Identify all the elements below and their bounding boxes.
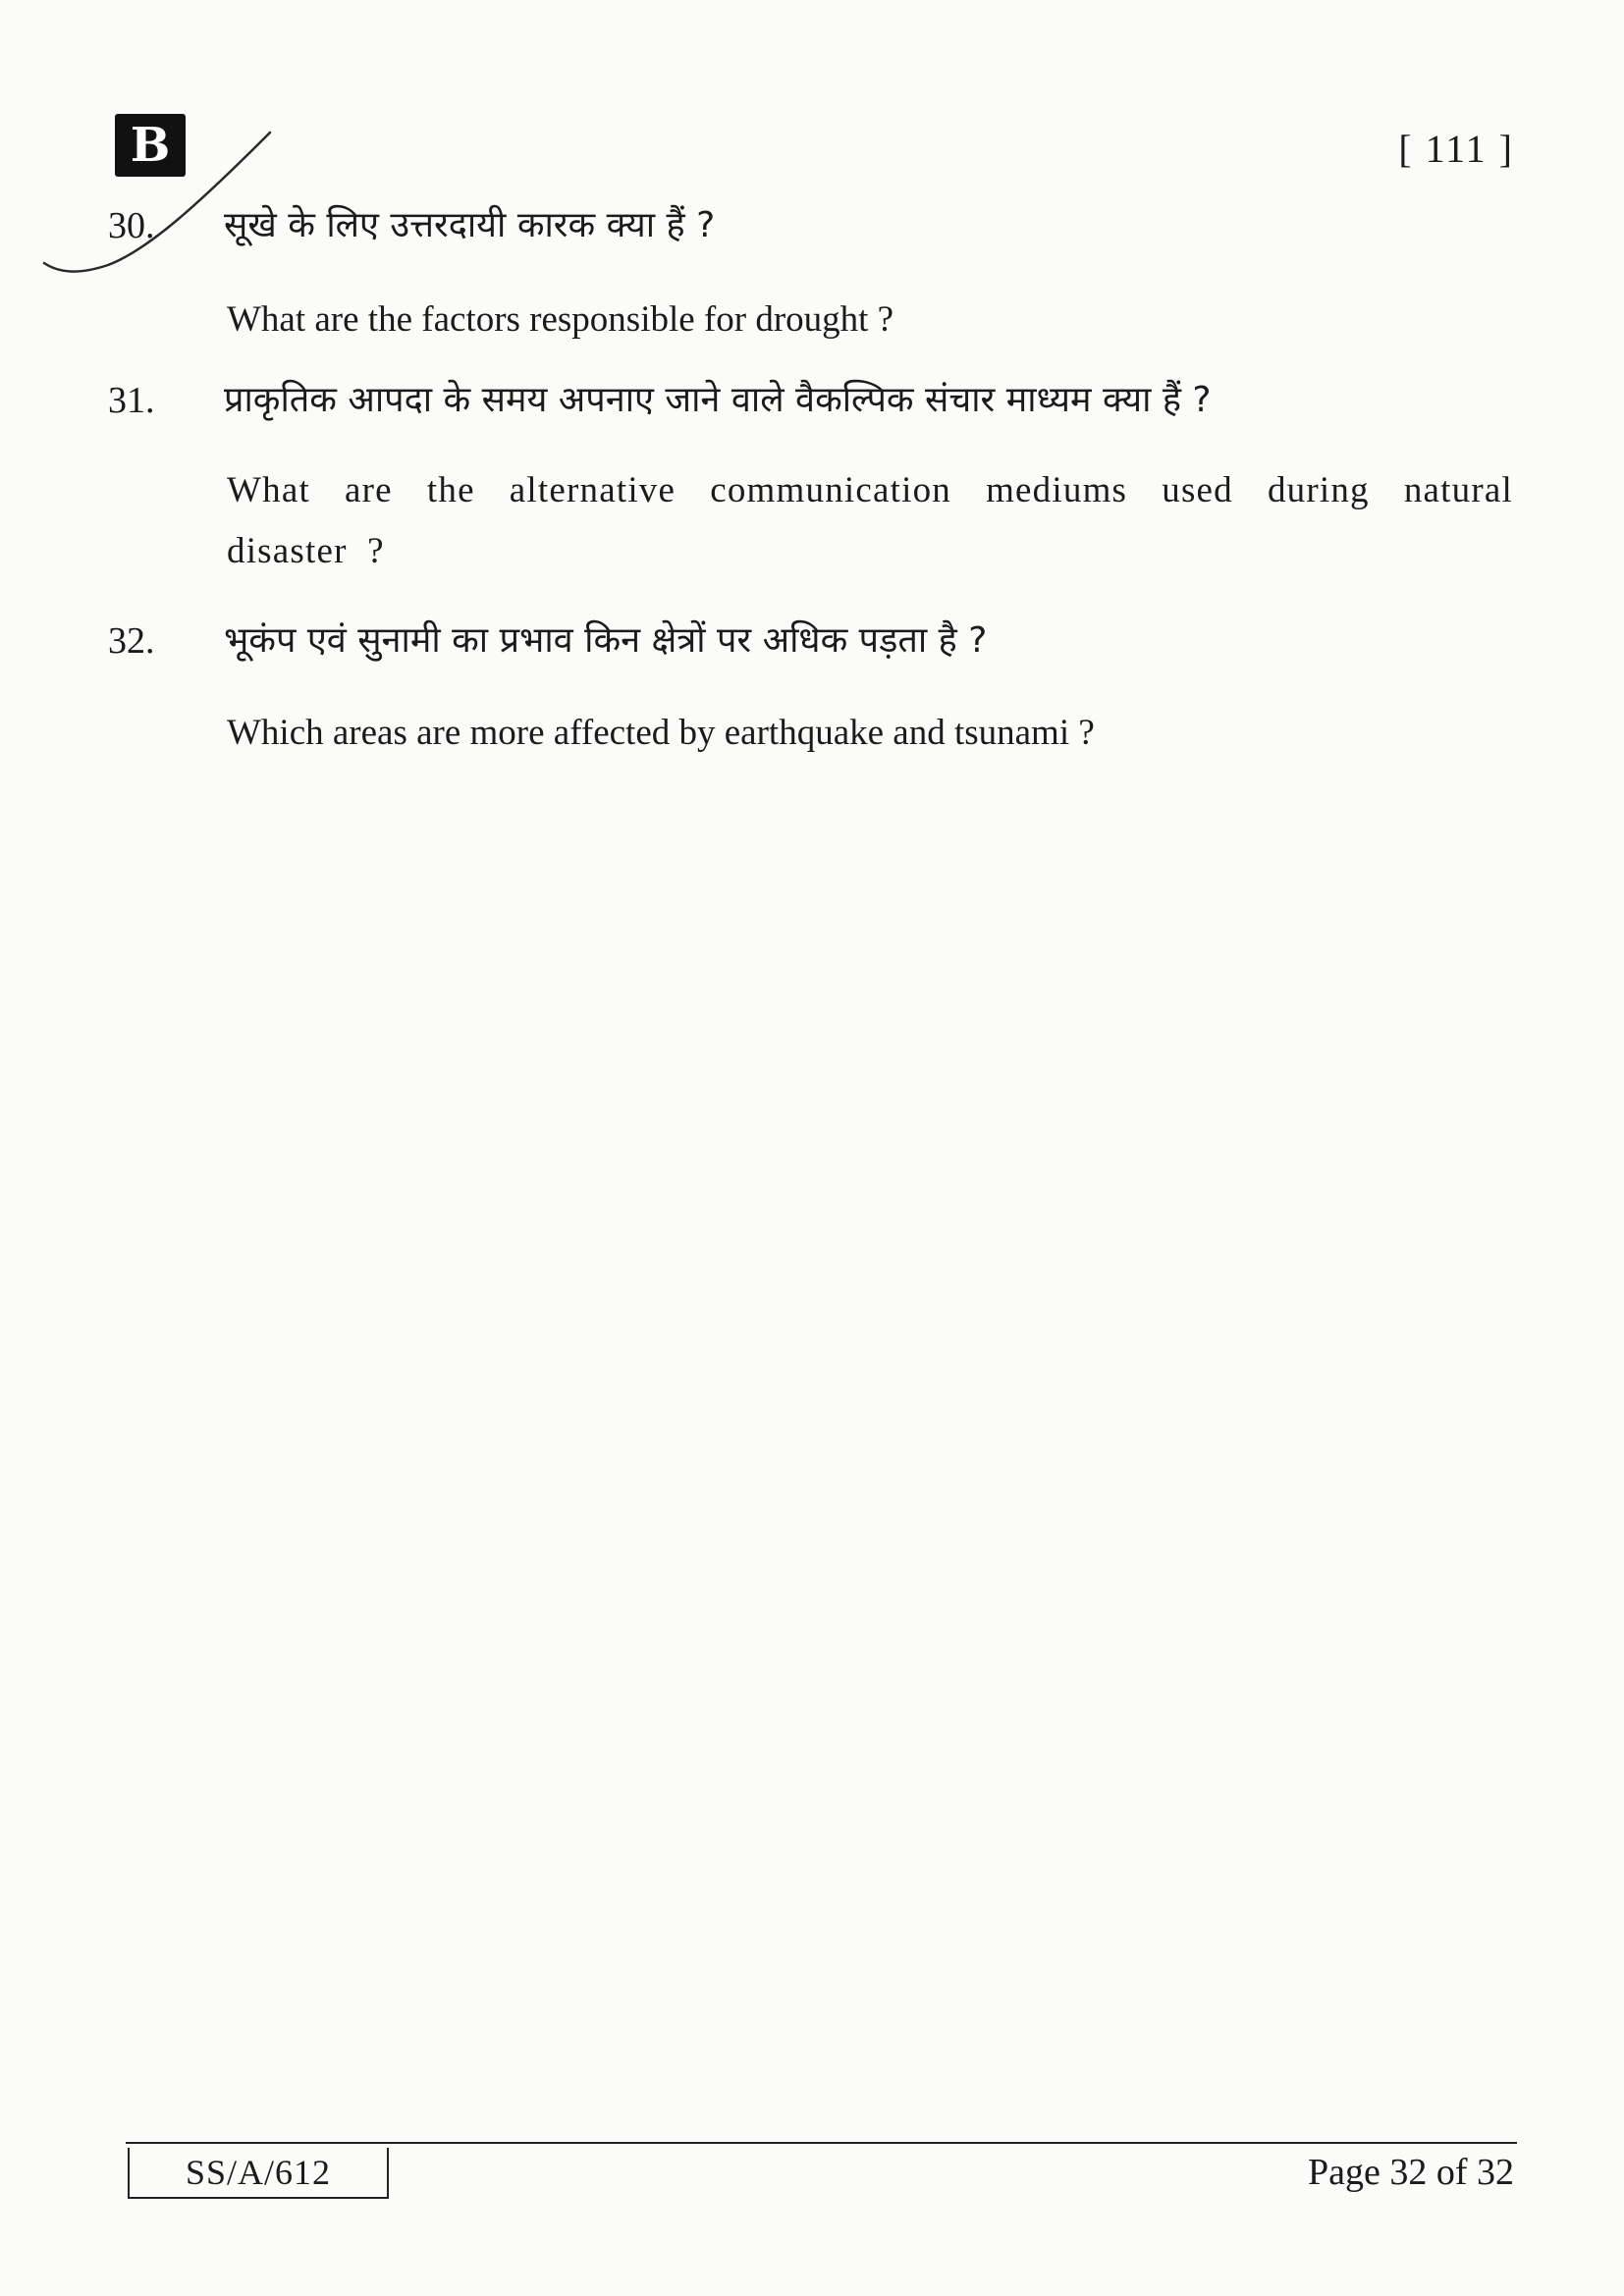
footer-divider <box>126 2142 1517 2144</box>
question-text-english: Which areas are more affected by earthquake and tsunami ? <box>227 713 1095 753</box>
question-number: 32. <box>108 620 155 662</box>
question-text-hindi: भूकंप एवं सुनामी का प्रभाव किन क्षेत्रों पर अधिक पड़ता है ? <box>224 620 988 661</box>
question-text-english: What are the alternative communication mediums used during natural disaster ? <box>227 470 1513 571</box>
paper-code: SS/A/612 <box>128 2148 389 2199</box>
question-text-hindi: सूखे के लिए उत्तरदायी कारक क्या हैं ? <box>224 205 716 245</box>
page-code: [ 111 ] <box>1398 127 1514 171</box>
question-text-english: What are the factors responsible for drought ? <box>227 299 894 340</box>
question-text-hindi: प्राकृतिक आपदा के समय अपनाए जाने वाले वैकल्पिक संचार माध्यम क्या हैं ? <box>224 380 1212 420</box>
page-number: Page 32 of 32 <box>1307 2152 1514 2193</box>
set-badge: B <box>115 114 186 177</box>
question-number: 31. <box>108 380 155 421</box>
question-number: 30. <box>108 205 155 246</box>
